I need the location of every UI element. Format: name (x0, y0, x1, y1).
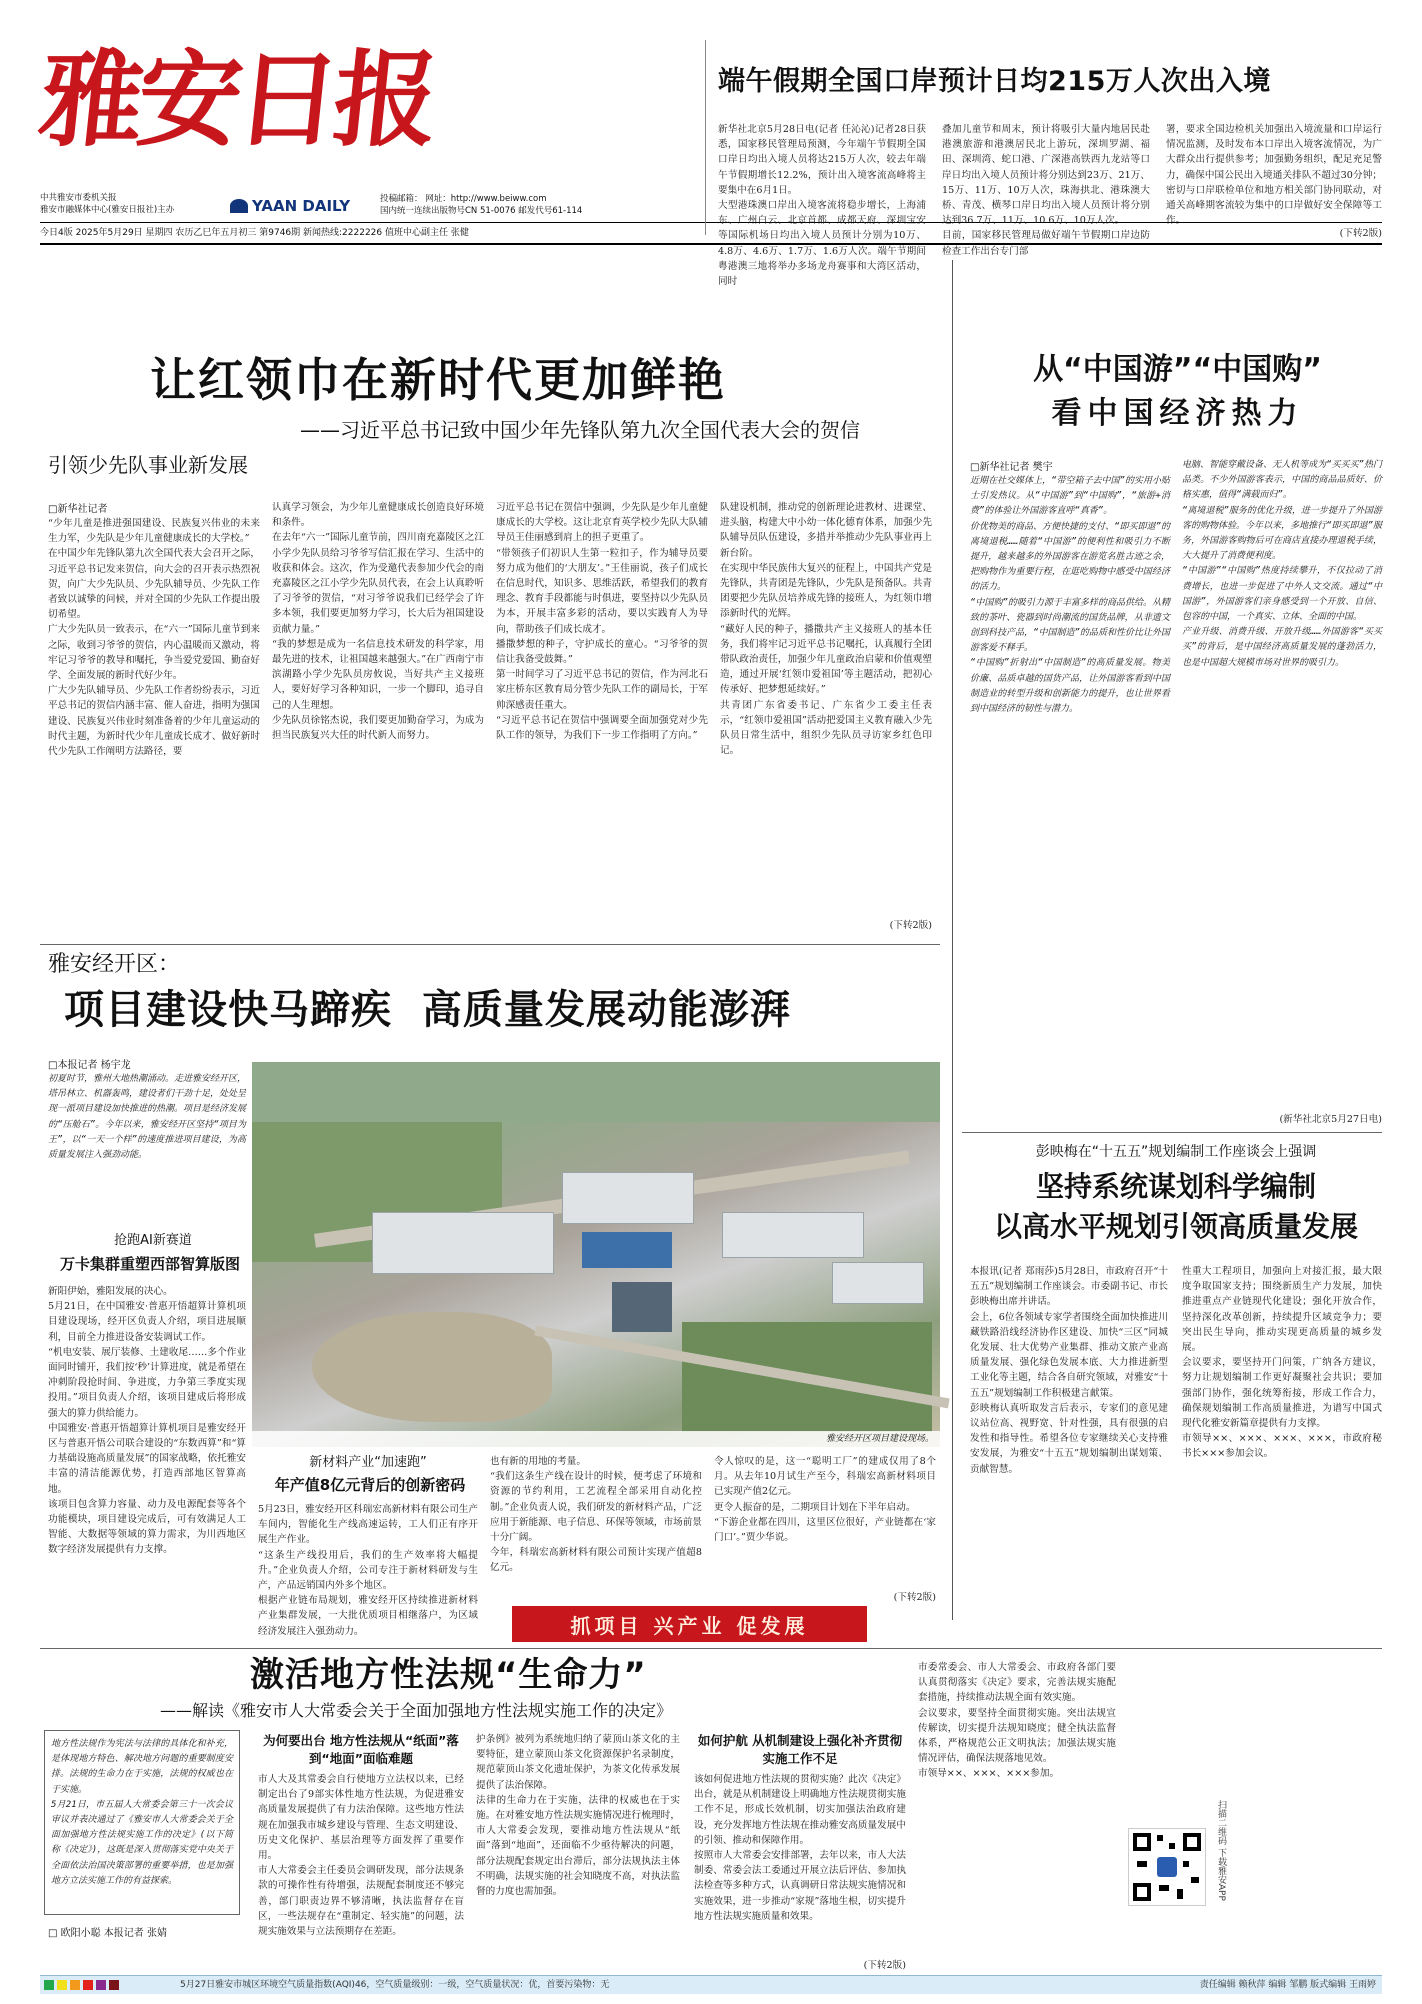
aqi-color-light-icon (70, 1980, 80, 1990)
top-story-title: 端午假期全国口岸预计日均215万人次出入境 (718, 66, 1271, 97)
law-sec2-title: 如何护航 从机制建设上强化补齐贯彻实施工作不足 (697, 1733, 903, 1766)
kaifa-kicker: 雅安经开区： (48, 952, 181, 977)
photo-caption: 雅安经开区项目建设现场。 (252, 1431, 940, 1447)
sub2-title: 年产值8亿元背后的创新密码 (274, 1476, 466, 1494)
masthead-info (380, 193, 710, 217)
kaifa-title: 项目建设快马蹄疾 高质量发展动能澎湃 (64, 987, 791, 1033)
sub2-col2: 也有新的用地的考量。 “我们这条生产线在设计的时候，便考虑了环境和资源的节约利用，工艺流程全部采用自动化控制。”企业负责人说，我们研发的新材料产品，广泛应用于新能源、电子信息、环保等领域，市场前景十分广阔。 今年，科瑞宏高新材料有限公司预计实现产值超8亿元。 (490, 1456, 702, 1574)
footer-bar (40, 1975, 1382, 1994)
law-sec1-col2: 护条例》被列为系统地归纳了蒙顶山茶文化的主要特征，建立蒙顶山茶文化资源保护名录制度，规范蒙顶山茶文化遗址保护，为茶文化传承发展提供了法治保障。 法律的生命力在于实施，法律的权威也在于实施。在对雅安地方性法规实施情况进行梳理时，市人大常委会发现，要推动地方性法规从“纸面”落到“地面”，还面临不少亟待解决的问题，部分法规配套规定出台滞后，部分法规执法主体不明确，法规实施的社会知晓度不高，对执法监督的力度也需加强。 (476, 1734, 680, 1898)
sub1-title: 万卡集群重塑西部智算版图 (59, 1255, 240, 1273)
sub2-col3: 令人惊叹的是，这一“聪明工厂”的建成仅用了8个月。从去年10月试生产至今，科瑞宏高新材料项目已实现产值2亿元。 更令人振奋的是，二期项目计划在下半年启动。 “下游企业都在四川，这里区位很好，产业链都在‘家门口’。”贾少华说。 (714, 1456, 936, 1544)
kaifa-byline: □本报记者 杨宇龙 (48, 1060, 131, 1071)
footer-air: 5月27日雅安市城区环境空气质量指数(AQI)46，空气质量级别：一级，空气质量状况：优，首要污染物：无 (180, 1980, 610, 1990)
tel-label: 投稿邮箱： (380, 194, 423, 204)
economy-col1: 近期在社交媒体上，“带空箱子去中国”的实用小贴士引发热议。从“中国游”到“中国购”，“旅游+消费”的体验让外国游客直呼“真香”。 价优物美的商品、方便快捷的支付、“即买即退”的离境退税……随着“中国游”的便利性和吸引力不断提升，越来越多的外国游客在游览名胜古迹之余，把购物作为重要行程，在逛吃购物中感受中国经济的活力。 “中国购”的吸引力源于丰富多样的商品供给。从精致的茶叶、瓷器到时尚潮流的国货品牌，从非遗文创到科技产品，“中国制造”的品质和性价比让外国游客爱不释手。 “中国购”折射出“中国制造”的高质量发展。物美价廉、品质卓越的国货产品，让外国游客看到中国制造业的转型升级和创新能力的提升，也让世界看到中国经济的韧性与潜力。 (970, 476, 1170, 715)
cn-line: 国内统一连续出版物号CN 51-0076 邮发代号61-114 (380, 206, 583, 216)
site-url[interactable]: http://www.beiww.com (450, 194, 547, 204)
aqi-color-heavy-icon (96, 1980, 106, 1990)
law-sidebar-box (44, 1730, 240, 1915)
lead-byline: □新华社记者 (48, 504, 108, 515)
sub1-kicker: 抢跑AI新赛道 (114, 1233, 192, 1248)
kaifa-photo (252, 1062, 940, 1447)
aqi-color-excellent-icon (44, 1980, 54, 1990)
law-sec2-text: 该如何促进地方性法规的贯彻实施？此次《决定》出台，就是从机制建设上明确地方性法规贯彻实施工作不足，形成长效机制，切实加强法治政府建设，充分发挥地方性法规在推动雅安高质量发展中的引领、推动和保障作用。 按照市人大常委会安排部署，去年以来，市人大法制委、常委会法工委通过开展立法后评估、参加执法检查等多种方式，认真调研日常法规实施情况和实施效果，进一步推动“家规”落地生根，切实提升地方性法规实施质量和效果。 (694, 1774, 906, 1922)
penghai-col2: 性重大工程项目，加强向上对接汇报，最大限度争取国家支持；围绕新质生产力发展，加快推进重点产业链现代化建设；强化开放合作，坚持深化改革创新，持续提升区域竞争力；要突出民生导向，推动实现更高质量的城乡发展。 会议要求，要坚持开门问策，广纳各方建议，努力让规划编制工作更好凝聚社会共识；要加强部门协作，强化统筹衔接，形成工作合力，确保规划编制工作高质量推进，为谱写中国式现代化雅安新篇章提供有力支撑。 市领导××、×××、×××、×××，市政府秘书长×××参加会议。 (1182, 1266, 1382, 1460)
law-sec1-title: 为何要出台 地方性法规从“纸面”落到“地面”面临难题 (263, 1733, 459, 1766)
slogan-banner (512, 1606, 867, 1642)
slogan-text: 抓项目 兴产业 促发展 (570, 1613, 809, 1638)
kaifa-intro: 初夏时节，雅州大地热潮涌动。走进雅安经开区，塔吊林立、机器轰鸣，建设者们干劲十足，处处呈现一派项目建设加快推进的热潮。项目是经济发展的“压舱石”。今年以来，雅安经开区坚持“项目为王”，以“一天一个样”的速度推进项目建设，为高质量发展注入强劲动能。 (48, 1074, 247, 1161)
sponsor-line2: 雅安市融媒体中心(雅安日报社)主办 (40, 205, 175, 215)
sub2-col1: 5月23日，雅安经开区科瑞宏高新材料有限公司生产车间内，智能化生产线高速运转，工人们正有序开展生产作业。 “这条生产线投用后，我们的生产效率将大幅提升。”企业负责人介绍，公司专注于新材料研发与生产，产品远销国内外多个地区。 根据产业链布局规划，雅安经开区持续推进新材料产业集群发展，一大批优质项目相继落户，为区域经济发展注入强劲动力。 (258, 1504, 478, 1637)
top-story-col1: 新华社北京5月28日电(记者 任沁沁)记者28日获悉，国家移民管理局预测，今年端午节假期全国口岸日均出入境人员将达215万人次，较去年端午节假期增长12.2%，预计出入境客流高峰将主要集中在6月1日。 大型港珠澳口岸出入境客流将稳步增长，上海浦东、广州白云、北京首都、成都天府、深圳宝安等国际机场日均出入境人员预计分别为10万、4.8万、4.6万、1.7万、1.6万人次。端午节期间粤港澳三地将举办多场龙舟赛事和大湾区活动，同时 (718, 124, 926, 288)
masthead (33, 38, 439, 170)
law-sidebar-byline: □ 欧阳小聪 本报记者 张婧 (48, 1928, 167, 1939)
law-right-col: 市委常委会、市人大常委会、市政府各部门要认真贯彻落实《决定》要求，完善法规实施配套措施，持续推动法规全面有效实施。 会议要求，要坚持全面贯彻实施。突出法规宣传解读，切实提升法规知晓度；健全执法监督体系，严格规范公正文明执法；加强法规实施情况评估，确保法规落地见效。 市领导××、×××、×××参加。 (918, 1662, 1116, 1780)
issue-line: 今日4版 2025年5月29日 星期四 农历乙巳年五月初三 第9746期 新闻热线:2222226 值班中心副主任 张健 (40, 228, 469, 238)
aqi-color-severe-icon (109, 1980, 119, 1990)
top-story-col2: 叠加儿童节和周末，预计将吸引大量内地居民赴港澳旅游和港澳居民北上游玩，深圳罗湖、福田、深圳湾、蛇口港、广深港高铁西九龙站等口岸日均出入境人员预计将分别达到23万、21万、15万、11万、10万人次，珠海拱北、港珠澳大桥、青茂、横琴口岸日均出入境人员预计将分别达到36.7万、11万、10.6万、10万人次。 目前，国家移民管理局做好端午节假期口岸边防检查工作出台专门部 (942, 124, 1150, 257)
aqi-color-moderate-icon (83, 1980, 93, 1990)
penghai-title-line2: 以高水平规划引领高质量发展 (993, 1210, 1358, 1243)
sponsor-line1: 中共雅安市委机关报 (40, 193, 117, 203)
sub2-kicker: 新材料产业“加速跑” (309, 1455, 427, 1470)
sub1-text: 新阳伊始，雅阳发展的决心。 5月21日，在中国雅安·普惠开悟超算计算机项目建设现场，经开区负责人介绍，项目进展顺利，目前全力推进设备安装调试工作。 “机电安装、展厅装修、土建收尾……多个作业面同时铺开，我们按‘秒’计算进度，就是希望在冲刺阶段抢时间、争进度，力争第三季度实现投用。”项目负责人介绍，该项目建成后将形成强大的算力供给能力。 中国雅安·普惠开悟超算计算机项目是雅安经开区与普惠开悟公司联合建设的“东数西算”和“算力基础设施高质量发展”的国家战略，依托雅安丰富的清洁能源优势，打造西部地区智算高地。 该项目包含算力容量、动力及电源配套等各个功能模块，项目建设完成后，可有效满足人工智能、大数据等领域的算力需求，为川西地区数字经济发展提供有力支撑。 (48, 1286, 246, 1556)
top-story-col3: 署，要求全国边检机关加强出入境流量和口岸运行情况监测，及时发布本口岸出入境客流情况，为广大群众出行提供参考；加强勤务组织，配足充足警力，确保中国公民出入境通关排队不超过30分钟；密切与口岸联检单位和地方相关部门协同联动，对通关高峰期客流较为集中的口岸做好安全保障等工作。 (1166, 124, 1382, 227)
law-subtitle: ——解读《雅安市人大常委会关于全面加强地方性法规实施工作的决定》 (160, 1701, 673, 1720)
penghai-col1: 本报讯(记者 郑雨莎)5月28日，市政府召开“十五五”规划编制工作座谈会。市委副书记、市长彭映梅出席并讲话。 会上，6位各领域专家学者围绕全面加快推进川藏铁路沿线经济协作区建设、加快“三区”同城化发展、壮大优势产业集群、推动文旅产业高质量发展、强化绿色发展本底、大力推进新型工业化等主题，结合各自研究领域，对雅安“十五五”规划编制工作积极建言献策。 彭映梅认真听取发言后表示，专家们的意见建议站位高、视野宽、针对性强，具有很强的启发性和指导性。希望各位专家继续关心支持雅安发展，为雅安“十五五”规划编制出谋划策、贡献智慧。 (970, 1266, 1168, 1475)
law-title: 激活地方性法规“生命力” (250, 1655, 647, 1695)
law-sec2-continued: (下转2版) (863, 1960, 906, 1971)
penghai-kicker: 彭映梅在“十五五”规划编制工作座谈会上强调 (1035, 1144, 1317, 1160)
top-story-continued: (下转2版) (1339, 228, 1382, 239)
qr-code[interactable] (1128, 1828, 1206, 1906)
lead-continued: (下转2版) (889, 920, 932, 931)
economy-col2: 电脑、智能穿戴设备、无人机等成为“买买买”热门品类。不少外国游客表示，中国的商品品质好、价格实惠，值得“满载而归”。 “离境退税”服务的优化升级，进一步提升了外国游客的购物体验。今年以来，多地推行“即买即退”服务，外国游客购物后可在商店直接办理退税手续，大大提升了消费便利度。 “中国游”“中国购”热度持续攀升，不仅拉动了消费增长，也进一步促进了中外人文交流。通过“中国游”，外国游客们亲身感受到一个开放、自信、包容的中国，一个真实、立体、全面的中国。 产业升级、消费升级、开放升级……外国游客“买买买”的背后，是中国经济高质量发展的蓬勃活力，也是中国超大规模市场对世界的吸引力。 (1182, 460, 1382, 668)
site-label: 网址： (425, 194, 451, 204)
sponsor-block (40, 192, 200, 216)
footer-color-blocks (44, 1980, 119, 1990)
aqi-color-good-icon (57, 1980, 67, 1990)
brand-en-block (230, 195, 350, 217)
brand-en: YAAN DAILY (252, 197, 351, 215)
masthead-logo: 雅安日报 (33, 38, 439, 161)
kaifa-continued: (下转2版) (893, 1592, 936, 1603)
yaan-daily-logo-icon (230, 199, 248, 213)
lead-title: 让红领巾在新时代更加鲜艳 (150, 353, 726, 407)
lead-kicker: 引领少先队事业新发展 (48, 453, 248, 477)
lead-col3: 习近平总书记在贺信中强调，少先队是少年儿童健康成长的大学校。这让北京育英学校少先队大队辅导员王佳丽感到肩上的担子更重了。 “带领孩子们初识人生第一粒扣子，作为辅导员要努力成为他们的‘大朋友’。”王佳丽说，孩子们成长在信息时代，知识多、思维活跃，希望我们的教育理念、教育手段都能与时俱进，要坚持以少先队员为本，开展丰富多彩的活动，要以实践育人为导向，帮助孩子们成长成才。 播撒梦想的种子，守护成长的童心。“习爷爷的贺信让我备受鼓舞。” 第一时间学习了习近平总书记的贺信，作为河北石家庄桥东区教育局分管少先队工作的副局长，于军帅深感责任重大。 “习近平总书记在贺信中强调要全面加强党对少先队工作的领导，为我们下一步工作指明了方向。” (496, 502, 708, 742)
economy-byline: □新华社记者 樊宇 (970, 462, 1053, 473)
economy-dateline: (新华社北京5月27日电) (1279, 1114, 1382, 1125)
lead-col1: “少年儿童是推进强国建设、民族复兴伟业的未来生力军，少先队是少年儿童健康成长的大学校。” 在中国少年先锋队第九次全国代表大会召开之际，习近平总书记发来贺信，向大会的召开表示热烈祝贺，向广大少先队员、少先队辅导员、少先队工作者致以诚挚的问候，并对全国的少先队工作提出殷切希望。 广大少先队员一致表示，在“六一”国际儿童节到来之际，收到习爷爷的贺信，内心温暖而又激动，将牢记习爷爷的教导和嘱托，争当爱党爱国、勤奋好学、全面发展的新时代好少年。 广大少先队辅导员、少先队工作者纷纷表示，习近平总书记的贺信内涵丰富、催人奋进，指明为强国建设、民族复兴伟业时刻准备着的少年儿童运动的时代主题，为新时代少年儿童成长成才、做好新时代少先队工作阐明方法路径，要 (48, 518, 260, 758)
law-sidebar: 地方性法规作为宪法与法律的具体化和补充，是体现地方特色、解决地方问题的重要制度安排。法规的生命力在于实施，法规的权威也在于实施。 5月21日，市五届人大常委会第三十一次会议审议并表决通过了《雅安市人大常委会关于全面加强地方性法规实施工作的决定》(以下简称《决定》)，这既是深入贯彻落实党中央关于全面依法治国决策部署的重要举措，也是加强地方立法实施工作的有益探索。 (51, 1739, 233, 1886)
economy-title-line1: 从“中国游”“中国购” (1033, 352, 1322, 387)
economy-title-line2: 看中国经济热力 (1051, 396, 1304, 431)
penghai-title-line1: 坚持系统谋划科学编制 (1035, 1170, 1316, 1203)
lead-col2: 认真学习领会，为少年儿童健康成长创造良好环境和条件。 在去年“六一”国际儿童节前，四川南充嘉陵区之江小学少先队员给习爷爷写信汇报在学习、生活中的收获和体会。这次，作为受邀代表参加少代会的南充嘉陵区之江小学少先队员代表，在会上认真聆听了习爷爷的贺信，“对习爷爷说我们已经学会了许多本领，我们要更加努力学习，长大后为祖国建设贡献力量。” “我的梦想是成为一名信息技术研发的科学家，用最先进的技术，让祖国越来越强大。”在广西南宁市滨湖路小学少先队员房攸说，当好共产主义接班人，要好好学习各种知识，一步一个脚印，追寻自己的人生理想。 少先队员徐铭杰说，我们要更加勤奋学习，为成为担当民族复兴大任的时代新人而努力。 (272, 502, 484, 742)
qr-label: 扫描二维码 下载雅安APP (1216, 1800, 1226, 1901)
law-sec1-text: 市人大及其常委会自行使地方立法权以来，已经制定出台了9部实体性地方性法规，为促进雅安高质量发展提供了有力法治保障。这些地方性法规在加强我市城乡建设与管理、生态文明建设、历史文化保护、基层治理等方面发挥了重要作用。 市人大常委会主任委员会调研发现，部分法规条款的可操作性有待增强，法规配套制度还不够完善，部门职责边界不够清晰，执法监督存在盲区，一些法规存在“重制定、轻实施”的问题，法规实施效果与立法预期存在差距。 (258, 1774, 464, 1938)
lead-subtitle: ——习近平总书记致中国少年先锋队第九次全国代表大会的贺信 (300, 418, 860, 442)
footer-editors: 责任编辑 赖秋萍 编辑 邹鹏 版式编辑 王雨婷 (1199, 1980, 1376, 1990)
lead-col4: 队建设机制，推动党的创新理论进教材、进课堂、进头脑，构建大中小幼一体化德育体系，加强少先队辅导员队伍建设，多措并举推动少先队事业再上新台阶。 在实现中华民族伟大复兴的征程上，中国共产党是先锋队，共青团是先锋队，少先队是预备队。共青团要把少先队员培养成先锋的接班人，为红领巾增添新时代的光辉。 “藏好人民的种子，播撒共产主义接班人的基本任务，我们将牢记习近平总书记嘱托，认真履行全团带队政治责任，加强少年儿童政治启蒙和价值观塑造，通过开展‘红领巾爱祖国’等主题活动，把初心传承好、把梦想延续好。” 共青团广东省委书记、广东省少工委主任表示，“红领巾爱祖国”活动把爱国主义教育融入少先队员日常生活中，组织少先队员寻访家乡红色印记。 (720, 502, 932, 757)
